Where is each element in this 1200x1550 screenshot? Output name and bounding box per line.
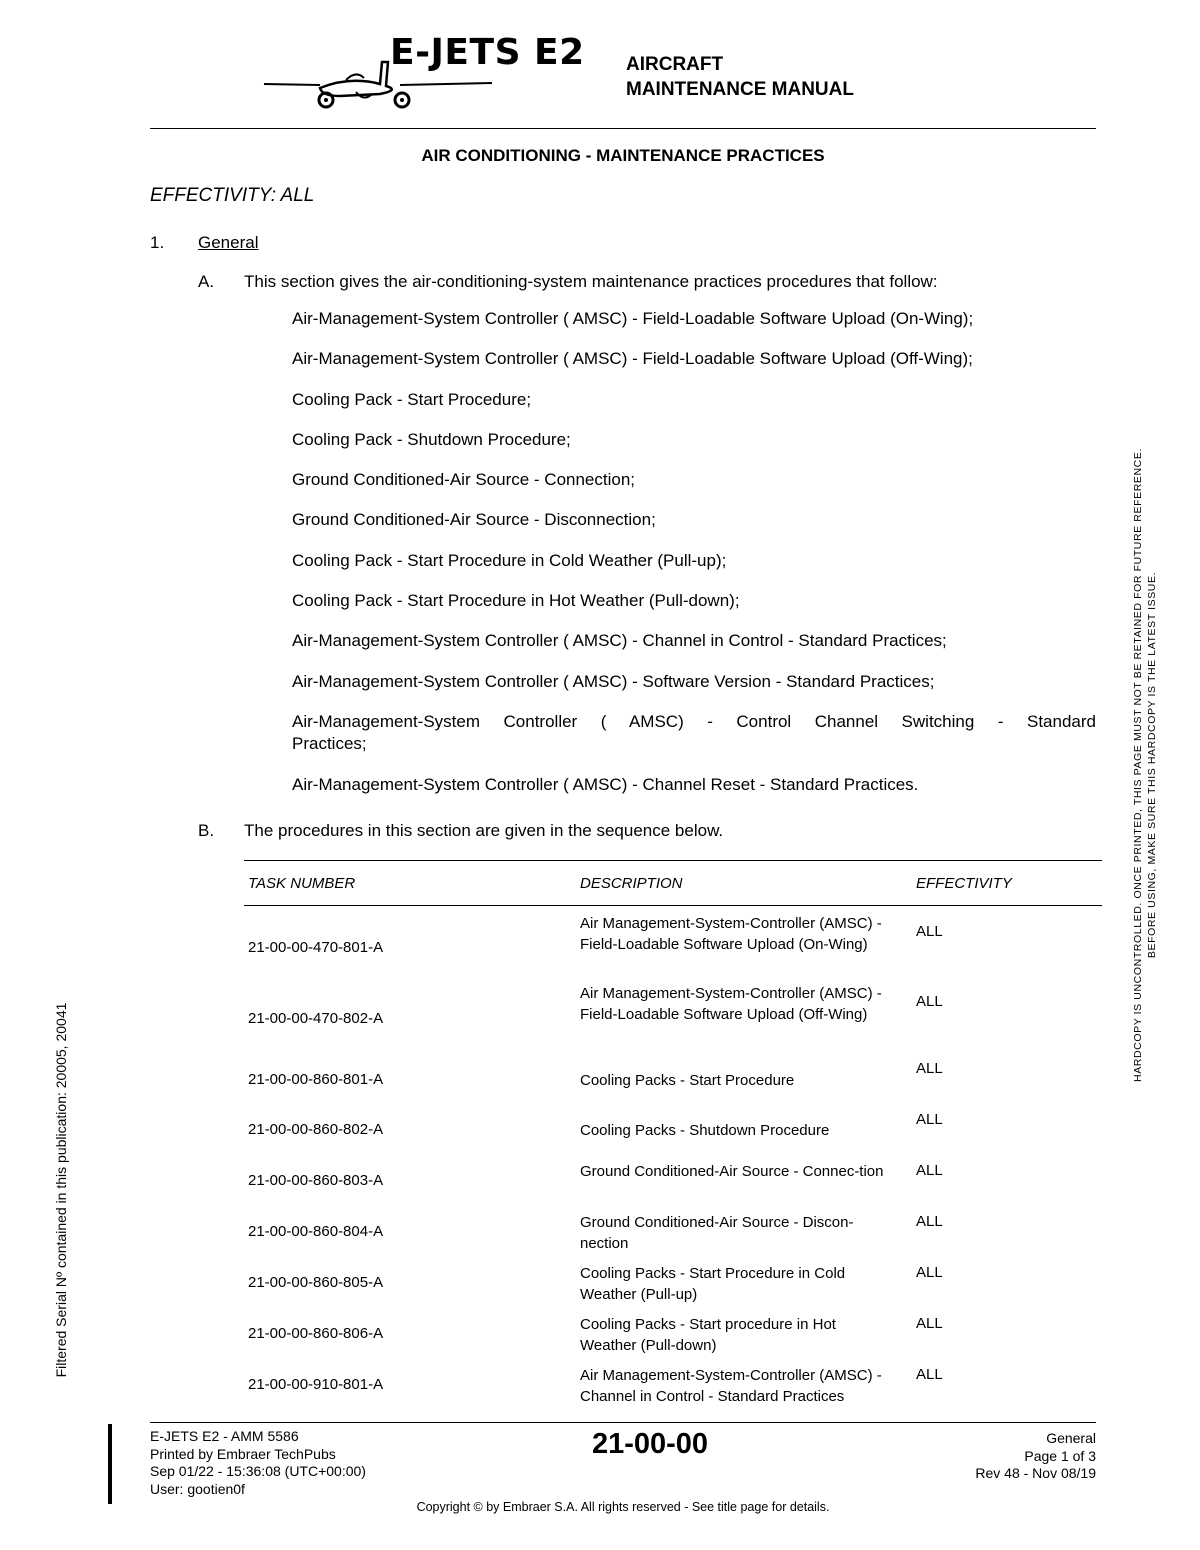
hardcopy-note-line1: HARDCOPY IS UNCONTROLLED. ONCE PRINTED, THIS PAGE MUST NOT BE RETAINED FOR FUTURE REFERENCE. (1132, 448, 1144, 1082)
list-item: Cooling Pack - Start Procedure in Cold Weather (Pull-up); (292, 550, 727, 570)
task-number: 21-00-00-860-805-A (248, 1274, 384, 1291)
task-number: 21-00-00-470-802-A (248, 1010, 384, 1027)
table-row (244, 1252, 1102, 1303)
manual-title-line1: AIRCRAFT (626, 54, 724, 75)
table-row (244, 1048, 1102, 1099)
procedure-list (292, 308, 1096, 814)
task-description: Cooling Packs - Start Procedure in Cold Weather (Pull-up) (580, 1265, 846, 1303)
chapter-number: 21-00-00 (591, 1428, 709, 1460)
list-item (292, 711, 1096, 774)
header-divider (150, 128, 1096, 129)
task-effectivity: ALL (916, 923, 943, 940)
task-description: Air Management-System-Controller (AMSC) - Channel in Control - Standard Practices (580, 1367, 882, 1405)
logo-text: E-JETS E2 (390, 32, 585, 73)
task-number: 21-00-00-470-801-A (248, 939, 384, 956)
task-description: Cooling Packs - Start procedure in Hot Weather (Pull-down) (580, 1316, 836, 1354)
table-row (244, 1303, 1102, 1354)
serial-margin-note: Filtered Serial Nº contained in this publication: 20005, 20041 (53, 1002, 69, 1378)
hardcopy-margin-note (1131, 448, 1159, 1082)
table-row (244, 1150, 1102, 1201)
task-description: Air Management-System-Controller (AMSC) - Field-Loadable Software Upload (Off-Wing) (580, 985, 882, 1023)
list-item: Ground Conditioned-Air Source - Disconnection; (292, 510, 656, 530)
footer-page-info (975, 1430, 1096, 1483)
table-row (244, 982, 1102, 1048)
paragraph-b-text: The procedures in this section are given in the sequence below. (244, 821, 724, 840)
task-description: Cooling Packs - Shutdown Procedure (580, 1122, 830, 1139)
task-description: Air Management-System-Controller (AMSC) - Field-Loadable Software Upload (On-Wing) (580, 915, 882, 953)
list-item: Air-Management-System Controller ( AMSC) - Channel in Control - Standard Practices; (292, 631, 947, 651)
footer-page-number: Page 1 of 3 (1024, 1447, 1096, 1464)
footer-publication: E-JETS E2 - AMM 5586 (150, 1428, 299, 1444)
table-header (244, 861, 1102, 905)
task-number: 21-00-00-860-802-A (248, 1121, 384, 1138)
footer-section: General (1046, 1430, 1096, 1446)
paragraph-a-label: A. (198, 272, 215, 291)
task-effectivity: ALL (916, 1315, 943, 1332)
task-number: 21-00-00-860-803-A (248, 1172, 384, 1189)
effectivity-statement: EFFECTIVITY: ALL (150, 185, 315, 206)
task-number: 21-00-00-860-804-A (248, 1223, 384, 1240)
task-description: Ground Conditioned-Air Source - Discon-nection (580, 1214, 854, 1252)
task-effectivity: ALL (916, 993, 943, 1010)
section-title: AIR CONDITIONING - MAINTENANCE PRACTICES (421, 146, 825, 165)
header-task-number: TASK NUMBER (248, 875, 356, 892)
manual-title (626, 52, 854, 102)
footer-print-date: Sep 01/22 - 15:36:08 (UTC+00:00) (150, 1463, 366, 1479)
list-item: Cooling Pack - Start Procedure in Hot Weather (Pull-down); (292, 591, 740, 611)
paragraph-a-text: This section gives the air-conditioning-system maintenance practices procedures that follow: (244, 272, 938, 291)
footer-print-info (150, 1428, 366, 1498)
list-item-line1: Air-Management-System Controller ( AMSC) - Control Channel Switching - Standard (292, 711, 1096, 731)
list-item-line2: Practices; (292, 733, 367, 753)
list-item: Cooling Pack - Shutdown Procedure; (292, 429, 571, 449)
task-number: 21-00-00-860-806-A (248, 1325, 384, 1342)
task-description: Cooling Packs - Start Procedure (580, 1072, 795, 1089)
list-item: Air-Management-System Controller ( AMSC) - Field-Loadable Software Upload (Off-Wing); (292, 349, 973, 369)
task-number: 21-00-00-910-801-A (248, 1376, 384, 1393)
task-effectivity: ALL (916, 1366, 943, 1383)
list-item: Ground Conditioned-Air Source - Connection; (292, 470, 636, 490)
hardcopy-note-line2: BEFORE USING, MAKE SURE THIS HARDCOPY IS THE LATEST ISSUE. (1146, 571, 1158, 959)
list-item: Air-Management-System Controller ( AMSC) - Field-Loadable Software Upload (On-Wing); (292, 309, 974, 328)
task-effectivity: ALL (916, 1060, 943, 1077)
footer-revision: Rev 48 - Nov 08/19 (975, 1465, 1096, 1481)
task-table (244, 860, 1102, 1405)
footer-user: User: gootien0f (150, 1480, 245, 1497)
table-row (244, 1099, 1102, 1150)
table-row (244, 1201, 1102, 1252)
task-effectivity: ALL (916, 1111, 943, 1128)
task-effectivity: ALL (916, 1264, 943, 1281)
brand-logo (260, 28, 600, 116)
paragraph-b-label: B. (198, 821, 215, 840)
aircraft-icon (260, 52, 500, 116)
manual-title-line2: MAINTENANCE MANUAL (626, 79, 854, 100)
footer-printed-by: Printed by Embraer TechPubs (150, 1445, 336, 1462)
table-row (244, 1354, 1102, 1405)
task-number: 21-00-00-860-801-A (248, 1071, 384, 1088)
list-item: Cooling Pack - Start Procedure; (292, 389, 532, 409)
footer-divider (150, 1422, 1096, 1423)
header-effectivity: EFFECTIVITY (916, 875, 1012, 892)
list-item: Air-Management-System Controller ( AMSC) - Software Version - Standard Practices; (292, 671, 935, 691)
change-bar (108, 1424, 112, 1504)
general-number: 1. (150, 233, 165, 252)
general-title: General (198, 233, 259, 252)
table-row (244, 912, 1102, 982)
header-description: DESCRIPTION (580, 875, 683, 892)
task-effectivity: ALL (916, 1162, 943, 1179)
list-item: Air-Management-System Controller ( AMSC) - Channel Reset - Standard Practices. (292, 774, 919, 794)
copyright-notice: Copyright © by Embraer S.A. All rights reserved - See title page for details. (416, 1500, 830, 1514)
task-description: Ground Conditioned-Air Source - Connec-tion (580, 1163, 884, 1180)
task-effectivity: ALL (916, 1213, 943, 1230)
